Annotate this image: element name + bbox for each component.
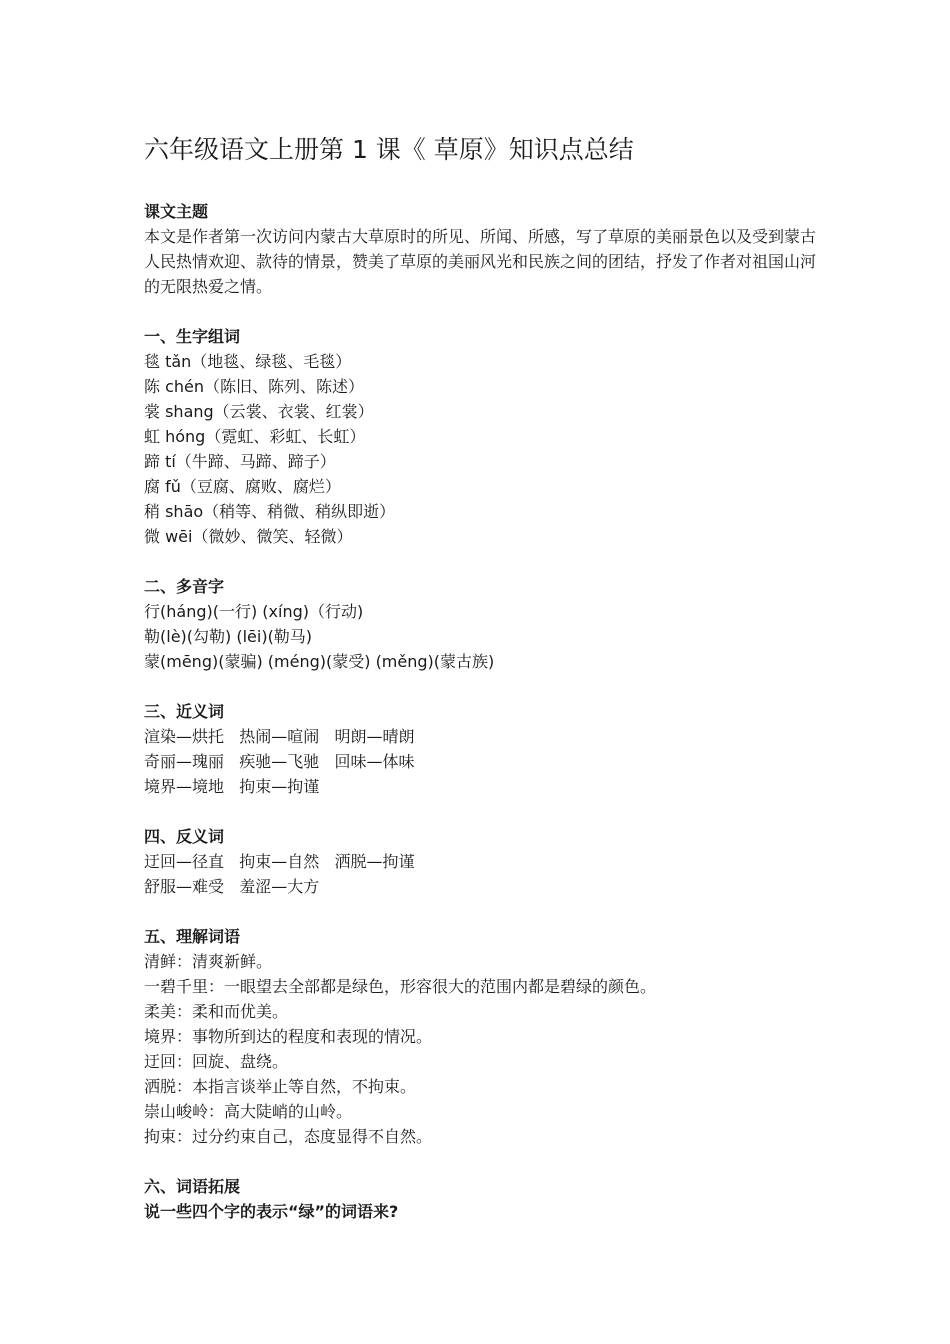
spacer [144,899,824,924]
spacer [144,674,824,699]
list-item: 微 wēi（微妙、微笑、轻微） [144,527,353,546]
list-item: 毯 tǎn（地毯、绿毯、毛毯） [144,352,352,371]
list-item: 稍 shāo（稍等、稍微、稍纵即逝） [144,502,396,521]
document-title: 六年级语文上册第 1 课《 草原》知识点总结 [144,135,634,164]
list-item: 陈 chén（陈旧、陈列、陈述） [144,377,365,396]
list-item: 洒脱：本指言谈举止等自然，不拘束。 [144,1077,417,1096]
list-item: 一碧千里：一眼望去全部都是绿色，形容很大的范围内都是碧绿的颜色。 [144,977,657,996]
document-body [144,199,824,1224]
list-item: 行(háng)(一行) (xíng)（行动) [144,602,364,621]
list-item: 渲染—烘托 热闹—喧闹 明朗—晴朗 [144,727,415,746]
list-item: 柔美：柔和而优美。 [144,1002,289,1021]
list-item: 迂回—径直 拘束—自然 洒脱—拘谨 [144,852,415,871]
list-item: 奇丽—瑰丽 疾驰—飞驰 回味—体味 [144,752,415,771]
list-item: 崇山峻岭：高大陡峭的山岭。 [144,1102,353,1121]
spacer [144,1149,824,1174]
list-item: 清鲜：清爽新鲜。 [144,952,273,971]
section-heading-antonyms: 四、反义词 [144,827,225,846]
extension-question: 说一些四个字的表示“绿”的词语来? [144,1202,399,1221]
list-item: 虹 hóng（霓虹、彩虹、长虹） [144,427,366,446]
list-item: 裳 shang（云裳、衣裳、红裳） [144,402,374,421]
spacer [144,299,824,324]
theme-paragraph: 本文是作者第一次访问内蒙古大草原时的所见、所闻、所感，写了草原的美丽景色以及受到蒙古人民热情欢迎、款待的情景，赞美了草原的美丽风光和民族之间的团结，抒发了作者对祖国山河的无限热爱之情。 [144,227,817,296]
list-item: 蒙(mēng)(蒙骗) (méng)(蒙受) (měng)(蒙古族) [144,652,495,671]
section-heading-synonyms: 三、近义词 [144,702,225,721]
list-item: 迂回：回旋、盘绕。 [144,1052,289,1071]
section-heading-polyphones: 二、多音字 [144,577,225,596]
list-item: 境界—境地 拘束—拘谨 [144,777,320,796]
spacer [144,799,824,824]
list-item: 拘束：过分约束自己，态度显得不自然。 [144,1127,433,1146]
list-item: 舒服—难受 羞涩—大方 [144,877,320,896]
list-item: 勒(lè)(勾勒) (lēi)(勒马) [144,627,313,646]
list-item: 蹄 tí（牛蹄、马蹄、蹄子） [144,452,336,471]
list-item: 境界：事物所到达的程度和表现的情况。 [144,1027,433,1046]
section-heading-word-extension: 六、词语拓展 [144,1177,241,1196]
section-heading-characters: 一、生字组词 [144,327,241,346]
section-heading-word-meanings: 五、理解词语 [144,927,241,946]
spacer [144,549,824,574]
list-item: 腐 fǔ（豆腐、腐败、腐烂） [144,477,341,496]
theme-heading: 课文主题 [144,202,209,221]
